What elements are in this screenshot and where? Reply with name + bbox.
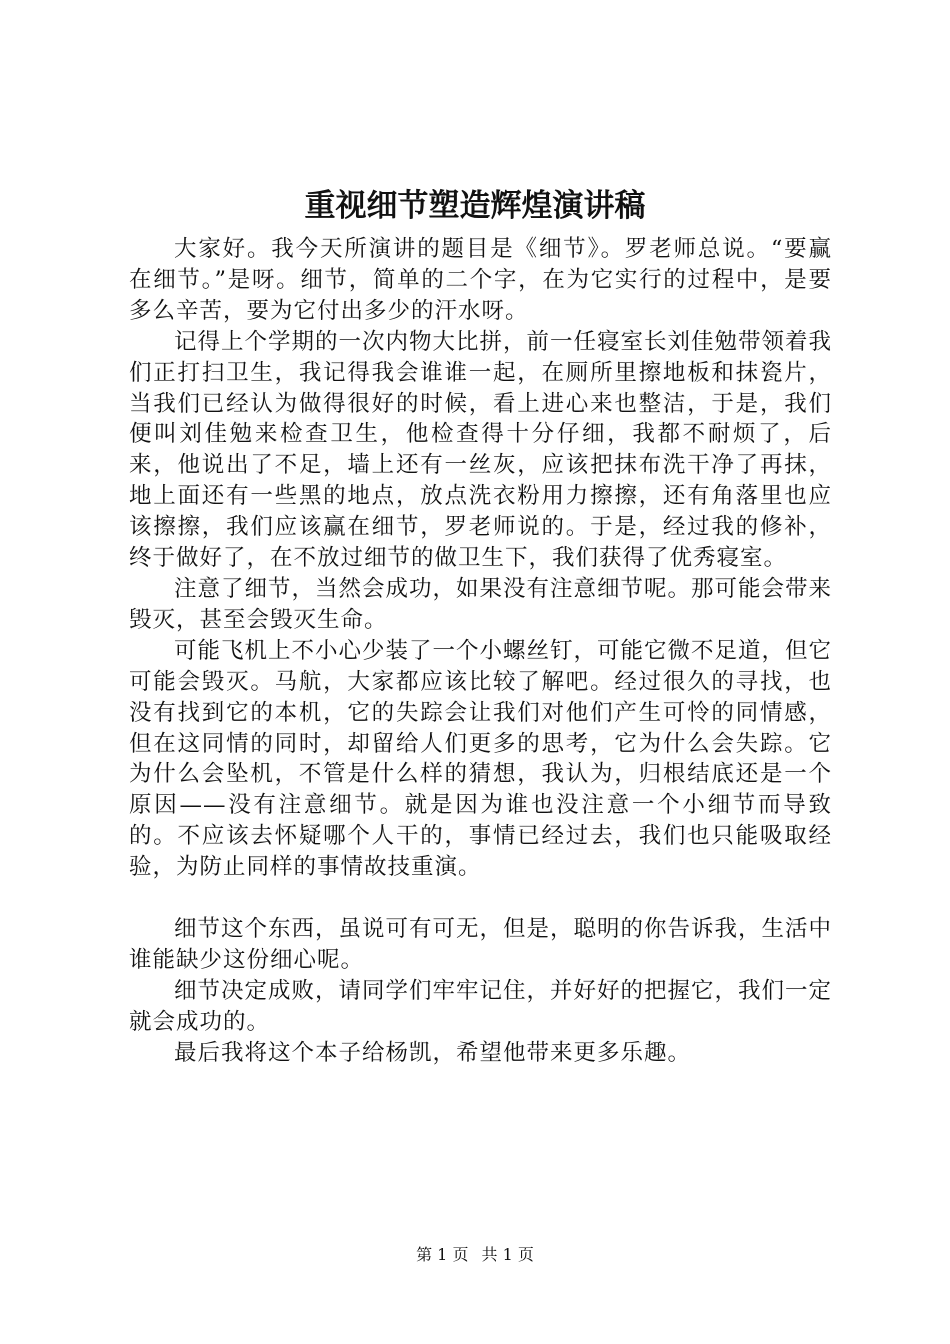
paragraph-details-thing: 细节这个东西，虽说可有可无，但是，聪明的你告诉我，生活中谁能缺少这份细心呢。 bbox=[129, 915, 833, 973]
paragraph-attention: 注意了细节，当然会成功，如果没有注意细节呢。那可能会带来毁灭，甚至会毁灭生命。 bbox=[129, 575, 833, 633]
document-body bbox=[129, 234, 832, 1068]
paragraph-airplane: 可能飞机上不小心少装了一个小螺丝钉，可能它微不足道，但它可能会毁灭。马航，大家都应该比较了解吧。经过很久的寻找，也没有找到它的本机，它的失踪会让我们对他们产生可怜的同情感，但在这同情的同时，却留给人们更多的思考，它为什么会失踪。它为什么会坠机，不管是什么样的猜想，我认为，归根结底还是一个原因——没有注意细节。就是因为谁也没注意一个小细节而导致的。不应该去怀疑哪个人干的，事情已经过去，我们也只能吸取经验，为防止同样的事情故技重演。 bbox=[129, 637, 833, 881]
paragraph-gap bbox=[129, 883, 832, 914]
paragraph-cleaning-story: 记得上个学期的一次内物大比拼，前一任寝室长刘佳勉带领着我们正打扫卫生，我记得我会谁谁一起，在厕所里擦地板和抹瓷片，当我们已经认为做得很好的时候，看上进心来也整洁，于是，我们便叫刘佳勉来检查卫生，他检查得十分仔细，我都不耐烦了，后来，他说出了不足，墙上还有一丝灰，应该把抹布洗干净了再抹，地上面还有一些黑的地点，放点洗衣粉用力擦擦，还有角落里也应该擦擦，我们应该赢在细节，罗老师说的。于是，经过我的修补，终于做好了，在不放过细节的做卫生下，我们获得了优秀寝室。 bbox=[129, 328, 833, 572]
paragraph-closing: 最后我将这个本子给杨凯，希望他带来更多乐趣。 bbox=[174, 1039, 692, 1066]
page-number: 第 1 页 bbox=[416, 1245, 469, 1264]
document-title: 重视细节塑造辉煌演讲稿 bbox=[304, 188, 646, 224]
page-total: 共 1 页 bbox=[481, 1245, 534, 1264]
paragraph-details-decide: 细节决定成败，请同学们牢牢记住，并好好的把握它，我们一定就会成功的。 bbox=[129, 977, 833, 1035]
page-footer bbox=[0, 1245, 950, 1265]
paragraph-greeting: 大家好。我今天所演讲的题目是《细节》。罗老师总说。“要赢在细节。”是呀。细节，简单的二个字，在为它实行的过程中，是要多么辛苦，要为它付出多少的汗水呀。 bbox=[129, 236, 832, 324]
